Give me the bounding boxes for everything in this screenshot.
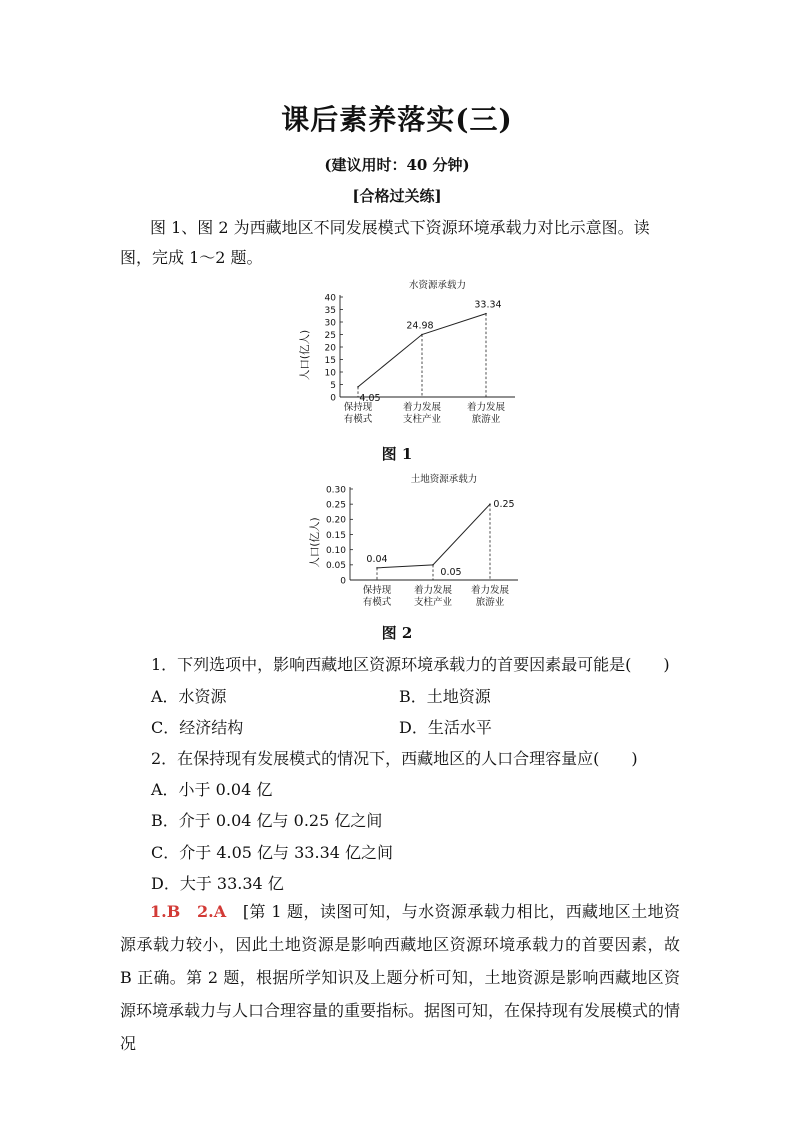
series-line [377,504,490,568]
x-tick-label: 保持现 [343,402,373,413]
y-tick-label: 0.20 [325,515,346,526]
x-tick-label: 支柱产业 [402,414,442,425]
answer-key: 1.B 2.A [150,902,227,921]
data-label: 24.98 [406,320,434,332]
y-tick-label: 15 [324,355,336,366]
answer-explanation [120,895,680,1060]
question-2-option-b: B．介于 0.04 亿与 0.25 亿之间 [151,811,383,830]
answer-spacer [226,902,243,921]
data-point [357,386,359,388]
section-heading: [合格过关练] [352,187,442,205]
question-1-option-a: A．水资源 [151,687,227,706]
y-tick-label: 5 [330,380,336,391]
x-tick-label: 着力发展 [470,585,510,596]
y-tick-label: 20 [324,343,336,354]
y-tick-label: 0.10 [325,545,346,556]
question-1-stem: 1．下列选项中，影响西藏地区资源环境承载力的首要因素最可能是( ) [151,655,670,674]
x-tick-label: 保持现 [362,585,392,596]
data-point [376,567,378,569]
data-label: 33.34 [474,299,502,311]
x-tick-label: 着力发展 [413,585,453,596]
suggested-time: (建议用时：40 分钟) [324,156,470,174]
question-1-option-d: D．生活水平 [399,718,492,737]
question-2-stem: 2．在保持现有发展模式的情况下，西藏地区的人口合理容量应( ) [151,749,638,768]
chart-land-resource [300,470,540,615]
intro-paragraph: 图 1、图 2 为西藏地区不同发展模式下资源环境承载力对比示意图。读图，完成 1～2 题。 [120,218,650,267]
data-label: 4.05 [359,392,381,404]
question-2-option-c: C．介于 4.05 亿与 33.34 亿之间 [151,843,394,862]
y-tick-label: 0.30 [325,485,346,496]
y-tick-label: 10 [324,368,336,379]
answer-text: [第 1 题，读图可知，与水资源承载力相比，西藏地区土地资源承载力较小，因此土地资源是影响西藏地区资源环境承载力的首要因素，故 B 正确。第 2 题，根据所学知识及上题分析可知，土地资源是影响西藏地区资源环境承载力与人口合理容量的重要指标。据图可知，在保持现有发展模式的情况 [120,902,681,1053]
y-tick-label: 0 [330,393,336,404]
y-tick-label: 40 [324,293,336,304]
question-1-option-b: B．土地资源 [399,687,491,706]
x-tick-label: 着力发展 [402,402,442,413]
x-tick-label: 着力发展 [466,402,506,413]
y-tick-label: 30 [324,318,336,329]
data-point [485,313,487,315]
data-label: 0.05 [440,566,462,578]
y-tick-label: 35 [324,305,336,316]
y-tick-label: 25 [324,330,336,341]
figure-2-label: 图 2 [381,624,413,642]
y-tick-label: 0 [340,576,346,587]
x-tick-label: 有模式 [343,414,373,425]
x-tick-label: 支柱产业 [413,597,453,608]
chart-title: 水资源承载力 [408,280,467,291]
chart-title: 土地资源承载力 [410,474,478,485]
data-point [432,564,434,566]
data-label: 0.04 [366,553,388,565]
data-label: 0.25 [493,499,515,511]
question-2-option-a: A．小于 0.04 亿 [151,780,273,799]
question-2-option-d: D．大于 33.34 亿 [151,874,284,893]
y-axis-label: 人口(亿人) [309,517,321,568]
figure-1-label: 图 1 [381,445,413,463]
data-point [421,334,423,336]
x-tick-label: 有模式 [362,597,392,608]
chart-water-resource [290,275,530,435]
y-tick-label: 0.05 [325,561,346,572]
y-tick-label: 0.25 [325,500,346,511]
y-axis-label: 人口(亿人) [299,329,311,381]
page-title: 课后素养落实(三) [281,103,513,136]
question-1-option-c: C．经济结构 [151,718,244,737]
x-tick-label: 旅游业 [475,597,505,608]
data-point [489,503,491,505]
x-tick-label: 旅游业 [471,414,501,425]
y-tick-label: 0.15 [325,530,346,541]
